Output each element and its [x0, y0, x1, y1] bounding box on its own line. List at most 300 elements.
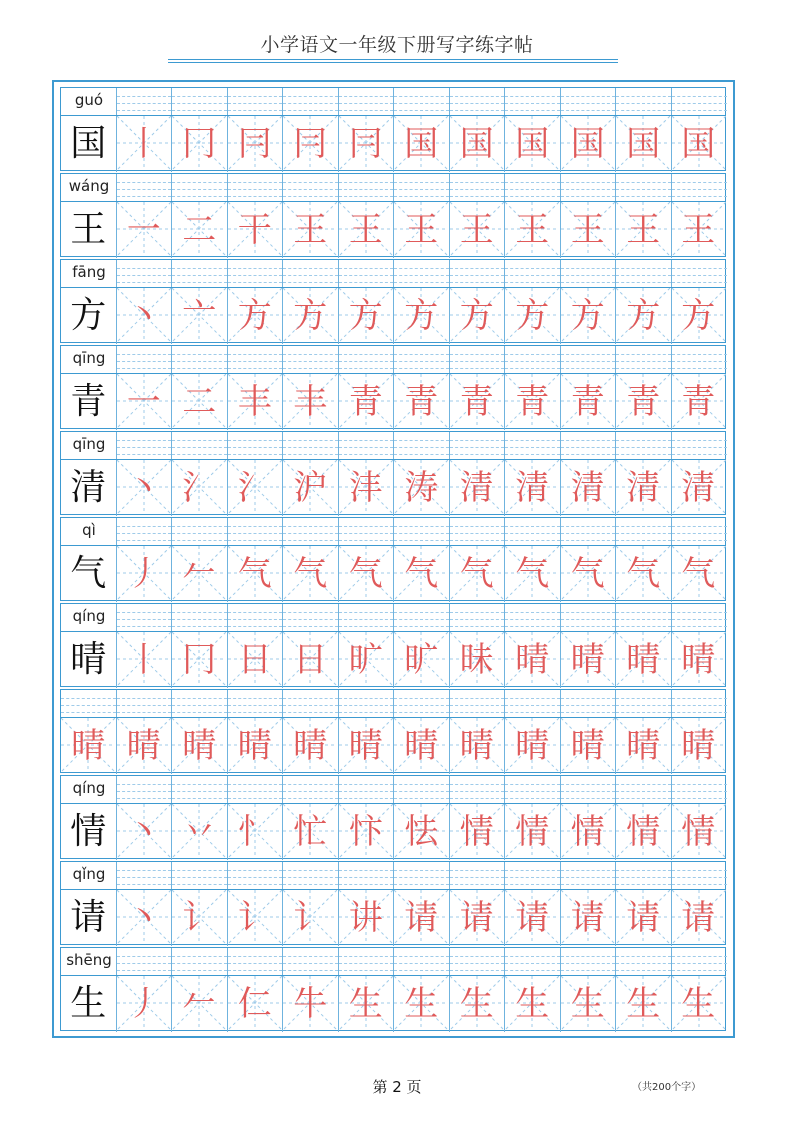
stroke-order-character: 青 [459, 382, 494, 422]
stroke-order-character: 旷 [404, 640, 439, 680]
pinyin-strip [60, 345, 726, 373]
stroke-order-character: 丶 [126, 812, 161, 852]
pinyin-cell [672, 432, 728, 460]
tracing-cell [339, 202, 395, 258]
stroke-order-character: 青 [404, 382, 439, 422]
pinyin-cell [672, 776, 728, 804]
tracing-cell [283, 116, 339, 172]
pinyin-cell [283, 346, 339, 374]
model-character: 晴 [70, 639, 107, 680]
pinyin-cell [228, 948, 284, 976]
stroke-order-character: 忄 [237, 812, 272, 852]
pinyin-cell [450, 260, 506, 288]
pinyin-cell [505, 948, 561, 976]
tracing-cell [172, 288, 228, 344]
character-strip [60, 803, 726, 859]
stroke-order-character: 气 [404, 554, 439, 594]
pinyin-cell [616, 604, 672, 632]
pinyin-cell [616, 690, 672, 718]
pinyin-cell [672, 948, 728, 976]
tracing-cell [283, 632, 339, 688]
pinyin-strip [60, 775, 726, 803]
stroke-order-character: 二 [182, 382, 217, 422]
stroke-order-character: 日 [237, 640, 272, 680]
tracing-cell [561, 718, 617, 774]
tracing-cell [450, 288, 506, 344]
model-character: 国 [70, 123, 107, 164]
pinyin-cell [505, 260, 561, 288]
tracing-cell [117, 976, 173, 1032]
pinyin-cell [505, 88, 561, 116]
tracing-cell [172, 890, 228, 946]
model-character: 青 [70, 381, 107, 422]
tracing-cell [339, 374, 395, 430]
stroke-order-character: 昧 [459, 640, 494, 680]
stroke-order-character: 青 [348, 382, 383, 422]
tracing-cell [394, 202, 450, 258]
stroke-order-character: 干 [237, 210, 272, 250]
pinyin-cell [283, 260, 339, 288]
tracing-cell [228, 890, 284, 946]
practice-row [60, 345, 726, 429]
model-character: 晴 [71, 726, 106, 766]
pinyin-cell [394, 260, 450, 288]
tracing-cell [616, 890, 672, 946]
pinyin-cell [616, 432, 672, 460]
practice-row [60, 603, 726, 687]
tracing-cell [283, 460, 339, 516]
model-character-cell [61, 202, 117, 258]
stroke-order-character: 沣 [348, 468, 383, 508]
stroke-order-character: 青 [515, 382, 550, 422]
stroke-order-character: 情 [570, 812, 605, 852]
stroke-order-character: 冂 [182, 640, 217, 680]
stroke-order-character: 丰 [237, 382, 272, 422]
tracing-cell [228, 116, 284, 172]
pinyin-cell [339, 776, 395, 804]
pinyin-cell [117, 862, 173, 890]
pinyin-cell [561, 690, 617, 718]
stroke-order-character: 晴 [348, 726, 383, 766]
stroke-order-character: 王 [459, 210, 494, 250]
stroke-order-character: 国 [459, 124, 494, 164]
tracing-cell [672, 288, 726, 344]
tracing-cell [117, 116, 173, 172]
model-character-cell [61, 718, 117, 774]
tracing-cell [672, 632, 726, 688]
model-character-cell [61, 890, 117, 946]
pinyin-cell [616, 260, 672, 288]
stroke-order-character: 方 [293, 296, 328, 336]
tracing-cell [616, 374, 672, 430]
stroke-order-character: 方 [681, 296, 716, 336]
pinyin-cell [172, 518, 228, 546]
pinyin-label: qì [82, 521, 96, 539]
pinyin-cell [561, 174, 617, 202]
stroke-order-character: 气 [293, 554, 328, 594]
pinyin-cell [172, 432, 228, 460]
stroke-order-character: 王 [681, 210, 716, 250]
stroke-order-character: 沪 [293, 468, 328, 508]
stroke-order-character: 丷 [182, 812, 217, 852]
stroke-order-character: 国 [570, 124, 605, 164]
model-character: 气 [70, 553, 107, 594]
tracing-cell [505, 976, 561, 1032]
pinyin-cell [505, 690, 561, 718]
tracing-cell [505, 374, 561, 430]
tracing-cell [450, 374, 506, 430]
pinyin-cell [561, 346, 617, 374]
tracing-cell [394, 460, 450, 516]
stroke-order-character: 晴 [293, 726, 328, 766]
pinyin-cell [394, 862, 450, 890]
tracing-cell [561, 288, 617, 344]
tracing-cell [561, 632, 617, 688]
stroke-order-character: 生 [626, 984, 661, 1024]
stroke-order-character: 晴 [404, 726, 439, 766]
pinyin-cell [616, 776, 672, 804]
stroke-order-character: 丨 [126, 124, 161, 164]
stroke-order-character: 𠂉 [182, 554, 217, 594]
pinyin-cell [505, 174, 561, 202]
stroke-order-character: 气 [459, 554, 494, 594]
pinyin-cell [172, 88, 228, 116]
pinyin-cell [117, 690, 173, 718]
tracing-cell [505, 116, 561, 172]
practice-row [60, 431, 726, 515]
stroke-order-character: 生 [459, 984, 494, 1024]
stroke-order-character: 方 [237, 296, 272, 336]
pinyin-cell [394, 174, 450, 202]
stroke-order-character: 气 [570, 554, 605, 594]
pinyin-label: wáng [68, 177, 110, 195]
character-total: （共200个字） [632, 1082, 702, 1093]
stroke-order-character: 国 [626, 124, 661, 164]
stroke-order-character: 请 [626, 898, 661, 938]
practice-row [60, 947, 726, 1031]
stroke-order-character: 讠 [293, 898, 328, 938]
tracing-cell [172, 202, 228, 258]
tracing-cell [394, 718, 450, 774]
pinyin-cell [228, 88, 284, 116]
pinyin-cell [616, 948, 672, 976]
tracing-cell [450, 718, 506, 774]
stroke-order-character: 青 [626, 382, 661, 422]
pinyin-strip [60, 517, 726, 545]
tracing-cell [283, 374, 339, 430]
model-character: 方 [70, 295, 107, 336]
stroke-order-character: 王 [515, 210, 550, 250]
pinyin-cell [394, 948, 450, 976]
stroke-order-character: 忙 [293, 812, 328, 852]
stroke-order-character: 王 [626, 210, 661, 250]
pinyin-cell [283, 690, 339, 718]
pinyin-cell [672, 604, 728, 632]
tracing-cell [172, 546, 228, 602]
stroke-order-character: 晴 [237, 726, 272, 766]
tracing-cell [505, 460, 561, 516]
tracing-cell [283, 202, 339, 258]
pinyin-cell [117, 174, 173, 202]
pinyin-cell [339, 432, 395, 460]
stroke-order-character: 晴 [626, 726, 661, 766]
pinyin-label: guó [74, 91, 104, 109]
stroke-order-character: 讲 [348, 898, 383, 938]
pinyin-cell [117, 432, 173, 460]
stroke-order-character: 晴 [515, 640, 550, 680]
tracing-cell [450, 202, 506, 258]
tracing-cell [672, 976, 726, 1032]
pinyin-cell [172, 260, 228, 288]
tracing-cell [172, 976, 228, 1032]
pinyin-strip [60, 173, 726, 201]
pinyin-cell [450, 88, 506, 116]
model-character: 情 [70, 811, 107, 852]
tracing-cell [394, 546, 450, 602]
tracing-cell [339, 116, 395, 172]
tracing-cell [672, 116, 726, 172]
pinyin-cell [394, 88, 450, 116]
pinyin-cell [561, 260, 617, 288]
tracing-cell [394, 890, 450, 946]
tracing-cell [117, 804, 173, 860]
pinyin-cell [283, 88, 339, 116]
stroke-order-character: 王 [404, 210, 439, 250]
pinyin-label: qīng [72, 349, 106, 367]
stroke-order-character: 晴 [626, 640, 661, 680]
practice-row [60, 517, 726, 601]
stroke-order-character: 清 [681, 468, 716, 508]
pinyin-cell [283, 518, 339, 546]
pinyin-cell [172, 690, 228, 718]
stroke-order-character: 方 [626, 296, 661, 336]
pinyin-label: qǐng [72, 865, 106, 883]
stroke-order-character: 涛 [404, 468, 439, 508]
tracing-cell [616, 718, 672, 774]
stroke-order-character: 气 [626, 554, 661, 594]
stroke-order-character: 晴 [515, 726, 550, 766]
pinyin-cell [117, 518, 173, 546]
stroke-order-character: 青 [681, 382, 716, 422]
pinyin-cell [616, 174, 672, 202]
tracing-cell [172, 374, 228, 430]
pinyin-cell [283, 948, 339, 976]
pinyin-strip [60, 861, 726, 889]
stroke-order-character: 氵 [182, 468, 217, 508]
title-underline [168, 59, 618, 60]
tracing-cell [505, 804, 561, 860]
tracing-cell [394, 976, 450, 1032]
tracing-cell [228, 804, 284, 860]
pinyin-cell [505, 604, 561, 632]
pinyin-cell [339, 604, 395, 632]
stroke-order-character: 怯 [404, 812, 439, 852]
tracing-cell [283, 890, 339, 946]
tracing-cell [505, 546, 561, 602]
pinyin-cell [450, 690, 506, 718]
tracing-cell [672, 804, 726, 860]
character-strip [60, 459, 726, 515]
stroke-order-character: 气 [348, 554, 383, 594]
tracing-cell [172, 460, 228, 516]
stroke-order-character: 方 [515, 296, 550, 336]
tracing-cell [228, 460, 284, 516]
pinyin-cell [394, 776, 450, 804]
tracing-cell [672, 202, 726, 258]
tracing-cell [505, 288, 561, 344]
pinyin-cell [228, 518, 284, 546]
stroke-order-character: 晴 [126, 726, 161, 766]
stroke-order-character: 日 [293, 640, 328, 680]
tracing-cell [172, 116, 228, 172]
stroke-order-character: 一 [126, 210, 161, 250]
pinyin-cell [339, 518, 395, 546]
model-character-cell [61, 632, 117, 688]
tracing-cell [450, 116, 506, 172]
pinyin-cell [616, 862, 672, 890]
stroke-order-character: 方 [404, 296, 439, 336]
model-character: 生 [70, 983, 107, 1024]
pinyin-cell [172, 948, 228, 976]
pinyin-cell [561, 518, 617, 546]
stroke-order-character: 情 [681, 812, 716, 852]
stroke-order-character: 晴 [681, 640, 716, 680]
tracing-cell [450, 460, 506, 516]
page-number: 第 2 页 [372, 1078, 422, 1096]
tracing-cell [616, 632, 672, 688]
model-character-cell [61, 116, 117, 172]
stroke-order-character: 丿 [126, 984, 161, 1024]
pinyin-cell [672, 260, 728, 288]
stroke-order-character: 请 [681, 898, 716, 938]
stroke-order-character: 旷 [348, 640, 383, 680]
tracing-cell [450, 632, 506, 688]
tracing-cell [283, 718, 339, 774]
pinyin-cell [339, 948, 395, 976]
pinyin-cell [61, 690, 117, 718]
stroke-order-character: 生 [570, 984, 605, 1024]
tracing-cell [117, 374, 173, 430]
pinyin-cell [228, 862, 284, 890]
stroke-order-character: 忭 [348, 812, 383, 852]
pinyin-cell [450, 948, 506, 976]
pinyin-cell [394, 518, 450, 546]
stroke-order-character: 国 [515, 124, 550, 164]
tracing-cell [561, 546, 617, 602]
stroke-order-character: 晴 [182, 726, 217, 766]
stroke-order-character: 清 [459, 468, 494, 508]
stroke-order-character: 丶 [126, 898, 161, 938]
model-character-cell [61, 288, 117, 344]
stroke-order-character: 王 [293, 210, 328, 250]
pinyin-cell [283, 432, 339, 460]
stroke-order-character: 牛 [293, 984, 328, 1024]
practice-row [60, 173, 726, 257]
pinyin-cell [450, 346, 506, 374]
stroke-order-character: 一 [126, 382, 161, 422]
tracing-cell [561, 374, 617, 430]
pinyin-cell [394, 432, 450, 460]
stroke-order-character: 气 [237, 554, 272, 594]
tracing-cell [283, 804, 339, 860]
tracing-cell [394, 804, 450, 860]
character-strip [60, 717, 726, 773]
pinyin-cell [672, 88, 728, 116]
stroke-order-character: 丶 [126, 468, 161, 508]
stroke-order-character: 请 [570, 898, 605, 938]
tracing-cell [117, 202, 173, 258]
pinyin-cell [228, 260, 284, 288]
practice-grid [60, 87, 726, 1031]
tracing-cell [505, 890, 561, 946]
pinyin-cell [172, 346, 228, 374]
model-character-cell [61, 374, 117, 430]
tracing-cell [172, 718, 228, 774]
pinyin-cell [228, 604, 284, 632]
tracing-cell [228, 976, 284, 1032]
pinyin-cell [561, 604, 617, 632]
pinyin-cell [283, 776, 339, 804]
tracing-cell [561, 890, 617, 946]
stroke-order-character: 讠 [182, 898, 217, 938]
pinyin-cell [394, 346, 450, 374]
model-character: 清 [70, 467, 107, 508]
pinyin-label: shēng [66, 951, 112, 969]
pinyin-cell [228, 776, 284, 804]
tracing-cell [283, 976, 339, 1032]
pinyin-cell [117, 948, 173, 976]
pinyin-strip [60, 87, 726, 115]
tracing-cell [450, 546, 506, 602]
tracing-cell [228, 546, 284, 602]
pinyin-cell [672, 174, 728, 202]
stroke-order-character: 讠 [237, 898, 272, 938]
pinyin-cell [283, 604, 339, 632]
stroke-order-character: 丨 [126, 640, 161, 680]
pinyin-cell [339, 260, 395, 288]
pinyin-cell [616, 88, 672, 116]
model-character: 王 [70, 209, 107, 250]
tracing-cell [117, 460, 173, 516]
pinyin-cell [561, 862, 617, 890]
practice-row [60, 87, 726, 171]
tracing-cell [450, 890, 506, 946]
tracing-cell [228, 202, 284, 258]
character-strip [60, 631, 726, 687]
pinyin-strip [60, 947, 726, 975]
pinyin-strip [60, 603, 726, 631]
stroke-order-character: 冃 [348, 124, 383, 164]
pinyin-strip [60, 259, 726, 287]
practice-row [60, 259, 726, 343]
model-character-cell [61, 804, 117, 860]
stroke-order-character: 清 [626, 468, 661, 508]
tracing-cell [117, 718, 173, 774]
pinyin-cell [561, 948, 617, 976]
tracing-cell [616, 976, 672, 1032]
pinyin-cell [339, 690, 395, 718]
stroke-order-character: 生 [404, 984, 439, 1024]
pinyin-strip [60, 431, 726, 459]
tracing-cell [616, 804, 672, 860]
stroke-order-character: 请 [515, 898, 550, 938]
tracing-cell [283, 546, 339, 602]
tracing-cell [339, 976, 395, 1032]
pinyin-cell [283, 174, 339, 202]
pinyin-cell [672, 518, 728, 546]
stroke-order-character: 气 [681, 554, 716, 594]
tracing-cell [561, 202, 617, 258]
